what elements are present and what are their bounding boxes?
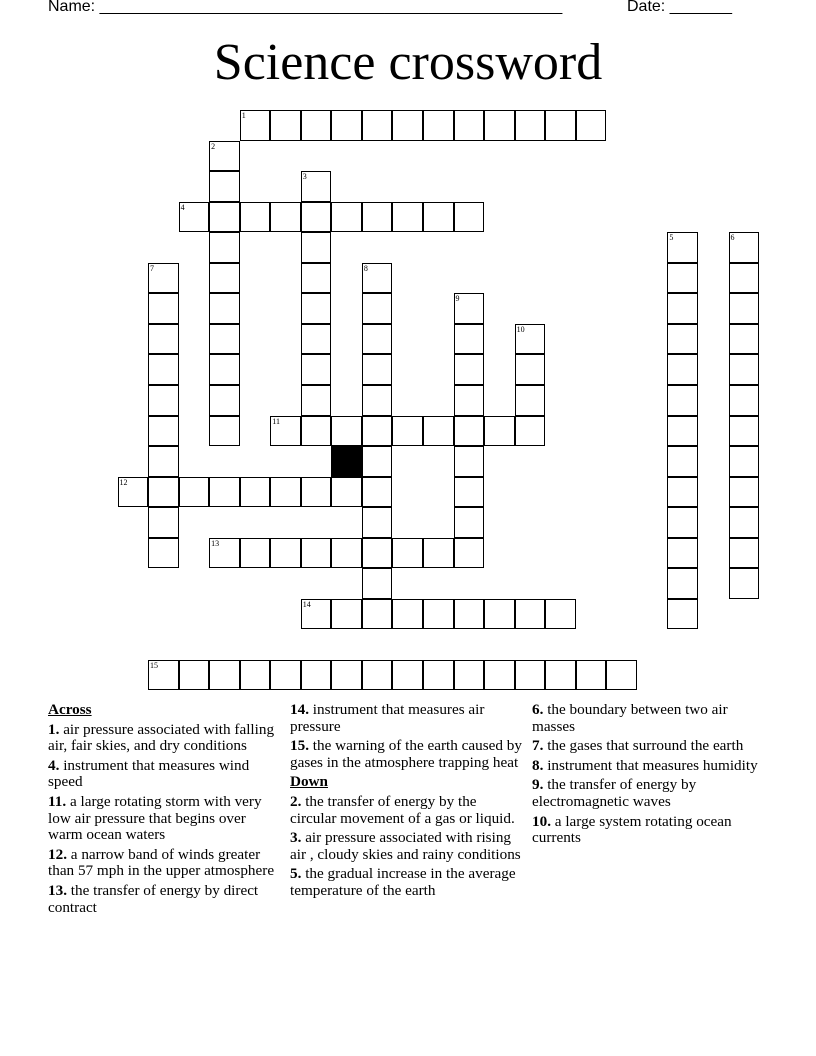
down-heading: Down bbox=[290, 773, 328, 791]
clue-across-12: 12. a narrow band of winds greater than 57 mph in the upper atmosphere bbox=[48, 845, 275, 880]
clue-down-10: 10. a large system rotating ocean currents bbox=[532, 812, 732, 847]
grid-cell[interactable] bbox=[209, 293, 240, 324]
grid-cell[interactable] bbox=[301, 232, 332, 263]
grid-cell[interactable] bbox=[362, 599, 393, 630]
grid-cell[interactable] bbox=[729, 477, 760, 508]
grid-cell[interactable] bbox=[729, 507, 760, 538]
grid-cell[interactable] bbox=[209, 232, 240, 263]
grid-cell[interactable] bbox=[667, 446, 698, 477]
grid-cell[interactable] bbox=[331, 599, 362, 630]
clues-column-2 bbox=[290, 702, 522, 903]
grid-cell[interactable] bbox=[729, 354, 760, 385]
grid-cell[interactable] bbox=[545, 660, 576, 691]
clue-down-6: 6. the boundary between two air masses bbox=[532, 701, 728, 735]
grid-cell[interactable] bbox=[240, 202, 271, 233]
grid-cell[interactable] bbox=[667, 324, 698, 355]
grid-cell[interactable] bbox=[729, 293, 760, 324]
grid-cell[interactable] bbox=[209, 477, 240, 508]
grid-cell[interactable] bbox=[606, 660, 637, 691]
grid-cell[interactable] bbox=[515, 324, 546, 355]
grid-cell[interactable] bbox=[667, 385, 698, 416]
grid-cell[interactable] bbox=[301, 416, 332, 447]
clue-across-11: 11. a large rotating storm with very low air pressure that begins over warm ocean waters bbox=[48, 792, 262, 844]
cell-number: 11 bbox=[272, 416, 280, 426]
grid-cell[interactable] bbox=[454, 599, 485, 630]
clue-down-2: 2. the transfer of energy by the circular movement of a gas or liquid. bbox=[290, 792, 515, 827]
grid-cell[interactable] bbox=[729, 416, 760, 447]
grid-cell[interactable] bbox=[392, 110, 423, 141]
grid-cell[interactable] bbox=[667, 538, 698, 569]
grid-cell[interactable] bbox=[392, 538, 423, 569]
grid-cell[interactable] bbox=[515, 354, 546, 385]
clue-across-4: 4. instrument that measures wind speed bbox=[48, 756, 250, 791]
grid-cell[interactable] bbox=[179, 660, 210, 691]
grid-cell[interactable] bbox=[362, 202, 393, 233]
cell-number: 8 bbox=[363, 263, 368, 273]
cell-number: 5 bbox=[669, 233, 674, 243]
grid-cell[interactable] bbox=[454, 385, 485, 416]
grid-cell[interactable] bbox=[209, 416, 240, 447]
grid-cell[interactable] bbox=[423, 538, 454, 569]
cell-number: 6 bbox=[730, 233, 735, 243]
grid-cell[interactable] bbox=[331, 538, 362, 569]
grid-cell[interactable] bbox=[240, 477, 271, 508]
grid-cell[interactable] bbox=[362, 416, 393, 447]
grid-cell[interactable] bbox=[392, 660, 423, 691]
grid-cell[interactable] bbox=[729, 568, 760, 599]
grid-cell[interactable] bbox=[209, 141, 240, 172]
grid-cell[interactable] bbox=[484, 110, 515, 141]
black-cell bbox=[331, 446, 362, 477]
cell-number: 9 bbox=[455, 294, 460, 304]
grid-cell[interactable] bbox=[515, 385, 546, 416]
clue-down-7: 7. the gases that surround the earth bbox=[532, 737, 744, 755]
grid-cell[interactable] bbox=[423, 202, 454, 233]
grid-cell[interactable] bbox=[301, 599, 332, 630]
grid-cell[interactable] bbox=[667, 263, 698, 294]
grid-cell[interactable] bbox=[209, 171, 240, 202]
grid-cell[interactable] bbox=[362, 568, 393, 599]
grid-cell[interactable] bbox=[179, 202, 210, 233]
grid-cell[interactable] bbox=[667, 293, 698, 324]
grid-cell[interactable] bbox=[148, 446, 179, 477]
grid-cell[interactable] bbox=[362, 293, 393, 324]
grid-cell[interactable] bbox=[362, 446, 393, 477]
grid-cell[interactable] bbox=[301, 263, 332, 294]
grid-cell[interactable] bbox=[454, 324, 485, 355]
grid-cell[interactable] bbox=[362, 660, 393, 691]
clue-across-14: 14. instrument that measures air pressure bbox=[290, 701, 485, 735]
grid-cell[interactable] bbox=[148, 507, 179, 538]
grid-cell[interactable] bbox=[301, 660, 332, 691]
clue-down-5: 5. the gradual increase in the average temperature of the earth bbox=[290, 865, 516, 899]
grid-cell[interactable] bbox=[331, 660, 362, 691]
grid-cell[interactable] bbox=[362, 507, 393, 538]
grid-cell[interactable] bbox=[667, 354, 698, 385]
cell-number: 7 bbox=[150, 263, 155, 273]
grid-cell[interactable] bbox=[423, 599, 454, 630]
grid-cell[interactable] bbox=[301, 354, 332, 385]
grid-cell[interactable] bbox=[484, 660, 515, 691]
grid-cell[interactable] bbox=[331, 416, 362, 447]
cell-number: 10 bbox=[516, 324, 525, 334]
clue-across-13: 13. the transfer of energy by direct contract bbox=[48, 881, 259, 916]
grid-cell[interactable] bbox=[331, 477, 362, 508]
grid-cell[interactable] bbox=[667, 416, 698, 447]
grid-cell[interactable] bbox=[209, 660, 240, 691]
grid-cell[interactable] bbox=[270, 202, 301, 233]
grid-cell[interactable] bbox=[148, 293, 179, 324]
grid-cell[interactable] bbox=[301, 202, 332, 233]
clues-column-1 bbox=[48, 702, 280, 919]
grid-cell[interactable] bbox=[179, 477, 210, 508]
grid-cell[interactable] bbox=[484, 599, 515, 630]
grid-cell[interactable] bbox=[392, 202, 423, 233]
grid-cell[interactable] bbox=[484, 416, 515, 447]
grid-cell[interactable] bbox=[240, 660, 271, 691]
clue-down-3: 3. air pressure associated with rising air , cloudy skies and rainy conditions bbox=[290, 829, 521, 863]
cell-number: 1 bbox=[241, 111, 246, 120]
grid-cell[interactable] bbox=[118, 477, 149, 508]
grid-cell[interactable] bbox=[392, 416, 423, 447]
grid-cell[interactable] bbox=[270, 660, 301, 691]
grid-cell[interactable] bbox=[729, 446, 760, 477]
grid-cell[interactable] bbox=[545, 599, 576, 630]
clue-across-15: 15. the warning of the earth caused by gases in the atmosphere trapping heat bbox=[290, 737, 522, 771]
date-field[interactable]: Date: _______ bbox=[627, 0, 732, 15]
grid-cell[interactable] bbox=[148, 324, 179, 355]
grid-cell[interactable] bbox=[667, 507, 698, 538]
grid-cell[interactable] bbox=[331, 202, 362, 233]
grid-cell[interactable] bbox=[148, 354, 179, 385]
grid-cell[interactable] bbox=[667, 568, 698, 599]
grid-cell[interactable] bbox=[301, 171, 332, 202]
grid-cell[interactable] bbox=[362, 110, 393, 141]
grid-cell[interactable] bbox=[209, 324, 240, 355]
grid-cell[interactable] bbox=[301, 110, 332, 141]
grid-cell[interactable] bbox=[454, 354, 485, 385]
grid-cell[interactable] bbox=[667, 477, 698, 508]
clue-across-1: 1. air pressure associated with falling air, fair skies, and dry conditions bbox=[48, 720, 275, 755]
grid-cell[interactable] bbox=[729, 324, 760, 355]
grid-cell[interactable] bbox=[454, 446, 485, 477]
grid-cell[interactable] bbox=[209, 385, 240, 416]
grid-cell[interactable] bbox=[209, 538, 240, 569]
grid-cell[interactable] bbox=[301, 293, 332, 324]
grid-cell[interactable] bbox=[148, 477, 179, 508]
grid-cell[interactable] bbox=[729, 232, 760, 263]
grid-cell[interactable] bbox=[423, 110, 454, 141]
clue-down-9: 9. the transfer of energy by electromagnetic waves bbox=[532, 776, 697, 810]
grid-cell[interactable] bbox=[576, 110, 607, 141]
clues-column-3 bbox=[532, 702, 764, 850]
grid-cell[interactable] bbox=[454, 110, 485, 141]
grid-cell[interactable] bbox=[148, 538, 179, 569]
cell-number: 4 bbox=[180, 202, 185, 212]
grid-cell[interactable] bbox=[301, 538, 332, 569]
grid-cell[interactable] bbox=[729, 538, 760, 569]
grid-cell[interactable] bbox=[729, 385, 760, 416]
grid-cell[interactable] bbox=[667, 232, 698, 263]
grid-cell[interactable] bbox=[148, 660, 179, 691]
grid-cell[interactable] bbox=[240, 110, 271, 141]
grid-cell[interactable] bbox=[423, 416, 454, 447]
page-title: Science crossword bbox=[213, 34, 603, 91]
grid-cell[interactable] bbox=[270, 110, 301, 141]
grid-cell[interactable] bbox=[515, 416, 546, 447]
grid-cell[interactable] bbox=[270, 538, 301, 569]
grid-cell[interactable] bbox=[454, 202, 485, 233]
grid-cell[interactable] bbox=[362, 324, 393, 355]
grid-cell[interactable] bbox=[392, 599, 423, 630]
grid-cell[interactable] bbox=[545, 110, 576, 141]
cell-number: 3 bbox=[302, 172, 307, 182]
grid-cell[interactable] bbox=[240, 538, 271, 569]
across-heading: Across bbox=[48, 701, 92, 718]
grid-cell[interactable] bbox=[301, 324, 332, 355]
grid-cell[interactable] bbox=[454, 477, 485, 508]
grid-cell[interactable] bbox=[454, 293, 485, 324]
grid-cell[interactable] bbox=[515, 110, 546, 141]
grid-cell[interactable] bbox=[209, 263, 240, 294]
grid-cell[interactable] bbox=[362, 477, 393, 508]
grid-cell[interactable] bbox=[423, 660, 454, 691]
grid-cell[interactable] bbox=[209, 202, 240, 233]
grid-cell[interactable] bbox=[454, 538, 485, 569]
grid-cell[interactable] bbox=[454, 660, 485, 691]
grid-cell[interactable] bbox=[148, 385, 179, 416]
grid-cell[interactable] bbox=[209, 354, 240, 385]
grid-cell[interactable] bbox=[270, 477, 301, 508]
grid-cell[interactable] bbox=[301, 477, 332, 508]
grid-cell[interactable] bbox=[667, 599, 698, 630]
grid-cell[interactable] bbox=[362, 263, 393, 294]
grid-cell[interactable] bbox=[331, 110, 362, 141]
grid-cell[interactable] bbox=[148, 416, 179, 447]
grid-cell[interactable] bbox=[362, 385, 393, 416]
cell-number: 2 bbox=[211, 141, 216, 151]
cell-number: 12 bbox=[119, 477, 128, 487]
grid-cell[interactable] bbox=[148, 263, 179, 294]
grid-cell[interactable] bbox=[576, 660, 607, 691]
name-field[interactable]: Name: ____________________________________________________ bbox=[48, 0, 563, 15]
cell-number: 14 bbox=[302, 599, 311, 609]
grid-cell[interactable] bbox=[729, 263, 760, 294]
grid-cell[interactable] bbox=[362, 354, 393, 385]
grid-cell[interactable] bbox=[515, 660, 546, 691]
cell-number: 15 bbox=[150, 660, 159, 670]
grid-cell[interactable] bbox=[454, 507, 485, 538]
grid-cell[interactable] bbox=[515, 599, 546, 630]
grid-cell[interactable] bbox=[301, 385, 332, 416]
grid-cell[interactable] bbox=[270, 416, 301, 447]
grid-cell[interactable] bbox=[362, 538, 393, 569]
clue-down-8: 8. instrument that measures humidity bbox=[532, 756, 758, 774]
grid-cell[interactable] bbox=[454, 416, 485, 447]
cell-number: 13 bbox=[211, 538, 220, 548]
